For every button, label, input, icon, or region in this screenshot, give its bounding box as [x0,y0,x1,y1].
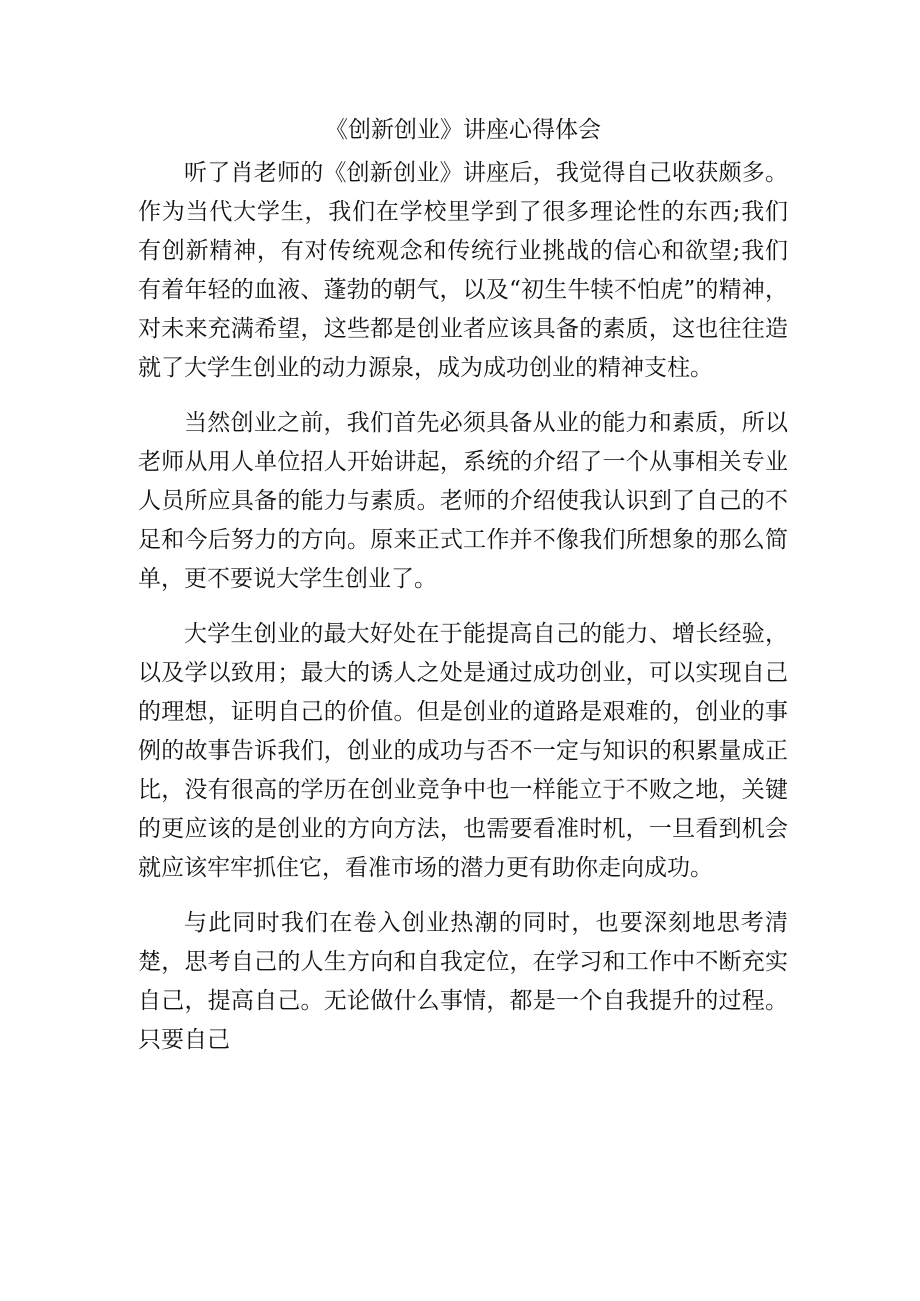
paragraph-3: 大学生创业的最大好处在于能提高自己的能力、增长经验，以及学以致用；最大的诱人之处是通过成功创业，可以实现自己的理想，证明自己的价值。但是创业的道路是艰难的，创业的事例的故事告诉我们，创业的成功与否不一定与知识的积累量成正比，没有很高的学历在创业竞争中也一样能立于不败之地，关键的更应该的是创业的方向方法，也需要看准时机，一旦看到机会就应该牢牢抓住它，看准市场的潜力更有助你走向成功。 [138,621,788,881]
document-body [138,112,788,1076]
paragraph-4: 与此同时我们在卷入创业热潮的同时，也要深刻地思考清楚，思考自己的人生方向和自我定位，在学习和工作中不断充实自己，提高自己。无论做什么事情，都是一个自我提升的过程。只要自己 [138,910,788,1053]
paragraph-2: 当然创业之前，我们首先必须具备从业的能力和素质，所以老师从用人单位招人开始讲起，系统的介绍了一个从事相关专业人员所应具备的能力与素质。老师的介绍使我认识到了自己的不足和今后努力的方向。原来正式工作并不像我们所想象的那么简单，更不要说大学生创业了。 [138,410,788,592]
document-title: 《创新创业》讲座心得体会 [325,117,601,143]
paragraph-1: 听了肖老师的《创新创业》讲座后，我觉得自己收获颇多。作为当代大学生，我们在学校里学到了很多理论性的东西;我们有创新精神，有对传统观念和传统行业挑战的信心和欲望;我们有着年轻的血液、蓬勃的朝气，以及“初生牛犊不怕虎”的精神，对未来充满希望，这些都是创业者应该具备的素质，这也往往造就了大学生创业的动力源泉，成为成功创业的精神支柱。 [138,160,788,381]
